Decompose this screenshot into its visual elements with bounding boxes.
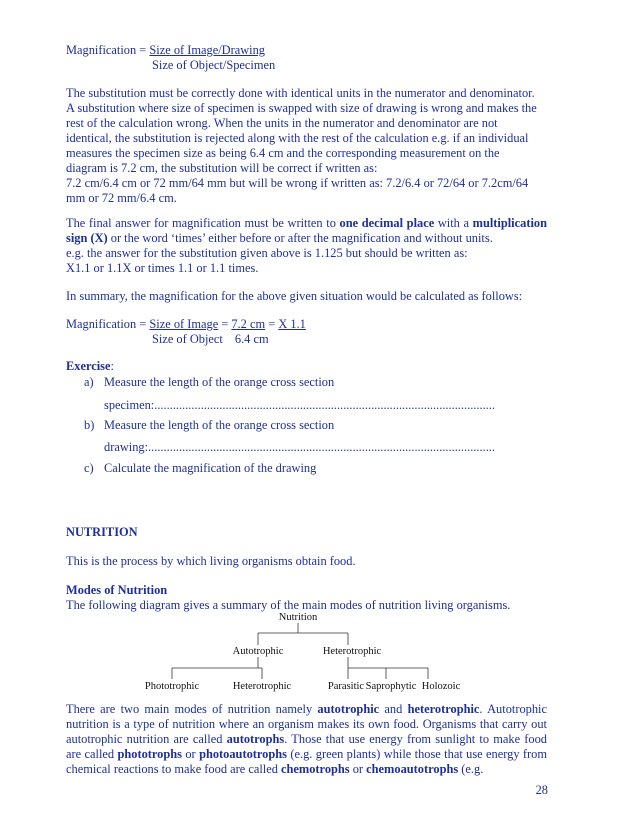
exercise-answer-line: drawing:................................................................................................................ (104, 440, 495, 454)
text: and (379, 702, 408, 716)
exercise-title: Exercise (66, 359, 111, 373)
text: (e.g. (458, 762, 484, 776)
bold-text: multiplication (472, 216, 547, 230)
diagram-heterotrophic-sub: Heterotrophic (232, 681, 292, 692)
bold-text: phototrophs (117, 747, 182, 761)
modes-intro: The following diagram gives a summary of the main modes of nutrition living organisms. (66, 598, 511, 612)
bold-text: photoautotrophs (199, 747, 287, 761)
nutrition-intro: This is the process by which living organisms obtain food. (66, 554, 356, 568)
item-marker: a) (84, 375, 94, 389)
para-line: identical, the substitution is rejected along with the rest of the calculation e.g. if an individual (66, 131, 529, 145)
item-text: Calculate the magnification of the drawing (104, 461, 317, 475)
text: The final answer for magnification must be written to (66, 216, 340, 230)
equals: = (265, 317, 279, 331)
item-marker: c) (84, 461, 94, 475)
heading-text: Modes of Nutrition (66, 583, 168, 597)
bold-text: heterotrophic (407, 702, 480, 716)
formula-denominator: Size of Object (152, 332, 223, 346)
diagram-root: Nutrition (278, 612, 318, 623)
denominator-value: 6.4 cm (234, 332, 269, 346)
page-number: 28 (535, 783, 548, 797)
diagram-holozoic: Holozoic (421, 681, 461, 692)
formula-lhs: Magnification = (66, 43, 150, 57)
text: . Autotrophic nutrition is a type of nutrition where an organism makes its own food. Organisms that carry out autotrophic nutrition are called (66, 702, 547, 746)
item-text: Measure the length of the orange cross section (104, 375, 335, 389)
diagram-parasitic: Parasitic (327, 681, 365, 692)
text: There are two main modes of nutrition namely (66, 702, 318, 716)
text: (e.g. green plants) while those that use energy from chemical reactions to make food are called (66, 747, 547, 776)
para-line: mm or 72 mm/6.4 cm. (66, 191, 177, 205)
diagram-autotrophic: Autotrophic (232, 646, 284, 657)
result-value: X 1.1 (278, 317, 306, 331)
item-marker: b) (84, 418, 95, 432)
bold-text: one decimal place (339, 216, 435, 230)
formula-numerator: Size of Image (149, 317, 219, 331)
diagram-saprophytic: Saprophytic (365, 681, 417, 692)
text: or (181, 747, 200, 761)
colon: : (110, 359, 114, 373)
para-line: A substitution where size of specimen is swapped with size of drawing is wrong and makes the (66, 101, 537, 115)
text: X1.1 or 1.1X or times 1.1 or 1.1 times. (66, 261, 259, 275)
bold-text: autotrophic (317, 702, 380, 716)
exercise-answer-line: specimen:.............................................................................................................. (104, 398, 495, 412)
diagram-phototrophic: Phototrophic (144, 681, 200, 692)
formula-numerator: Size of Image/Drawing (149, 43, 265, 57)
bold-text: sign (X) (66, 231, 108, 245)
text: . Those that use energy from sunlight to make food are called (66, 732, 547, 761)
numerator-value: 7.2 cm (231, 317, 266, 331)
para-line: 7.2 cm/6.4 cm or 72 mm/64 mm but will be wrong if written as: 7.2/6.4 or 72/64 or 7.2cm/64 (66, 176, 529, 190)
summary-line: In summary, the magnification for the above given situation would be calculated as follows: (66, 289, 523, 303)
text: with a (434, 216, 473, 230)
equals: = (218, 317, 232, 331)
para-line: rest of the calculation wrong. When the units in the numerator and denominator are not (66, 116, 498, 130)
formula-lhs: Magnification = (66, 317, 150, 331)
modes-paragraph (66, 702, 547, 777)
text: e.g. the answer for the substitution given above is 1.125 but should be written as: (66, 246, 468, 260)
text: or (349, 762, 367, 776)
item-text: Measure the length of the orange cross section (104, 418, 335, 432)
para-line: The substitution must be correctly done with identical units in the numerator and denominator. (66, 86, 535, 100)
text: or the word ‘times’ either before or after the magnification and without units. (107, 231, 493, 245)
para-line: diagram is 7.2 cm, the substitution will be correct if written as: (66, 161, 378, 175)
diagram-heterotrophic: Heterotrophic (322, 646, 382, 657)
bold-text: chemoautotrophs (366, 762, 459, 776)
para-line: measures the specimen size as being 6.4 cm and the corresponding measurement on the (66, 146, 500, 160)
formula-denominator: Size of Object/Specimen (152, 58, 276, 72)
bold-text: autotrophs (226, 732, 285, 746)
heading-text: NUTRITION (66, 525, 138, 539)
bold-text: chemotrophs (281, 762, 350, 776)
